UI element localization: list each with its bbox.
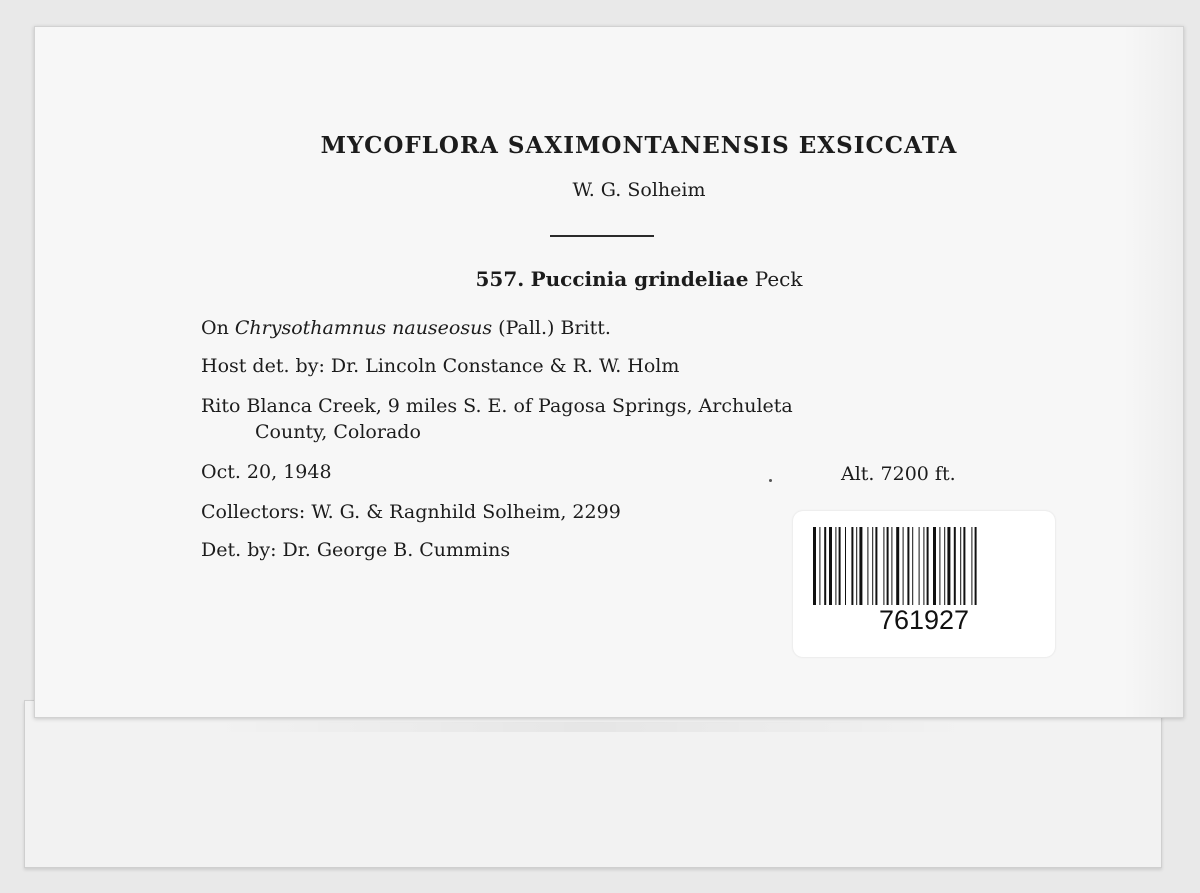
collection-date: Oct. 20, 1948 [201, 461, 332, 483]
barcode-sticker [793, 511, 1055, 657]
determiner: Det. by: Dr. George B. Cummins [201, 539, 511, 561]
species-line [65, 267, 1200, 291]
barcode-bar [859, 527, 862, 605]
barcode-bar [851, 527, 853, 605]
barcode-bar [927, 527, 929, 605]
barcode-bar [875, 527, 877, 605]
barcode-bar [839, 527, 841, 605]
barcode-bars [813, 527, 1039, 605]
barcode-bar [896, 527, 899, 605]
locality-line-1: Rito Blanca Creek, 9 miles S. E. of Pagosa Springs, Archuleta [201, 395, 793, 417]
barcode-bar [872, 527, 873, 605]
barcode-bar [887, 527, 889, 605]
host-name: Chrysothamnus nauseosus [234, 317, 493, 339]
species-authority: Peck [754, 267, 803, 291]
barcode-bar [939, 527, 940, 605]
collectors: Collectors: W. G. & Ragnhild Solheim, 2299 [201, 501, 621, 523]
envelope-bleed-through [210, 722, 970, 732]
specimen-label [34, 26, 1184, 718]
host-determiner: Host det. by: Dr. Lincoln Constance & R. W. Holm [201, 355, 680, 377]
barcode-bar [867, 527, 868, 605]
label-shading [1123, 27, 1183, 717]
barcode-bar [923, 527, 924, 605]
barcode-bar [963, 527, 965, 605]
host-line [201, 317, 611, 339]
specimen-number: 557. [475, 267, 525, 291]
species-name: Puccinia grindeliae [530, 267, 749, 291]
barcode-bar [947, 527, 950, 605]
barcode-bar [883, 527, 884, 605]
barcode-bar [907, 527, 909, 605]
barcode-bar [933, 527, 936, 605]
title-divider [550, 235, 654, 237]
barcode-bar [912, 527, 913, 605]
speck [769, 479, 772, 482]
barcode-number: 761927 [878, 605, 970, 635]
barcode-bar [824, 527, 826, 605]
barcode-bar [813, 527, 816, 605]
barcode-bar [903, 527, 904, 605]
label-author: W. G. Solheim [572, 179, 706, 201]
barcode-bar [971, 527, 972, 605]
label-title: MYCOFLORA SAXIMONTANENSIS EXSICCATA [320, 132, 958, 159]
barcode-bar [835, 527, 836, 605]
barcode-bar [944, 527, 945, 605]
barcode-bar [954, 527, 956, 605]
barcode-bar [975, 527, 977, 605]
barcode-bar [919, 527, 920, 605]
host-prefix: On [201, 317, 229, 339]
barcode-bar [819, 527, 820, 605]
barcode-bar [891, 527, 892, 605]
barcode-bar [960, 527, 961, 605]
locality-line-2: County, Colorado [255, 421, 421, 443]
host-authority: (Pall.) Britt. [498, 317, 611, 339]
barcode-bar [829, 527, 832, 605]
barcode-bar [856, 527, 857, 605]
barcode-bar [845, 527, 846, 605]
altitude: Alt. 7200 ft. [841, 463, 956, 485]
